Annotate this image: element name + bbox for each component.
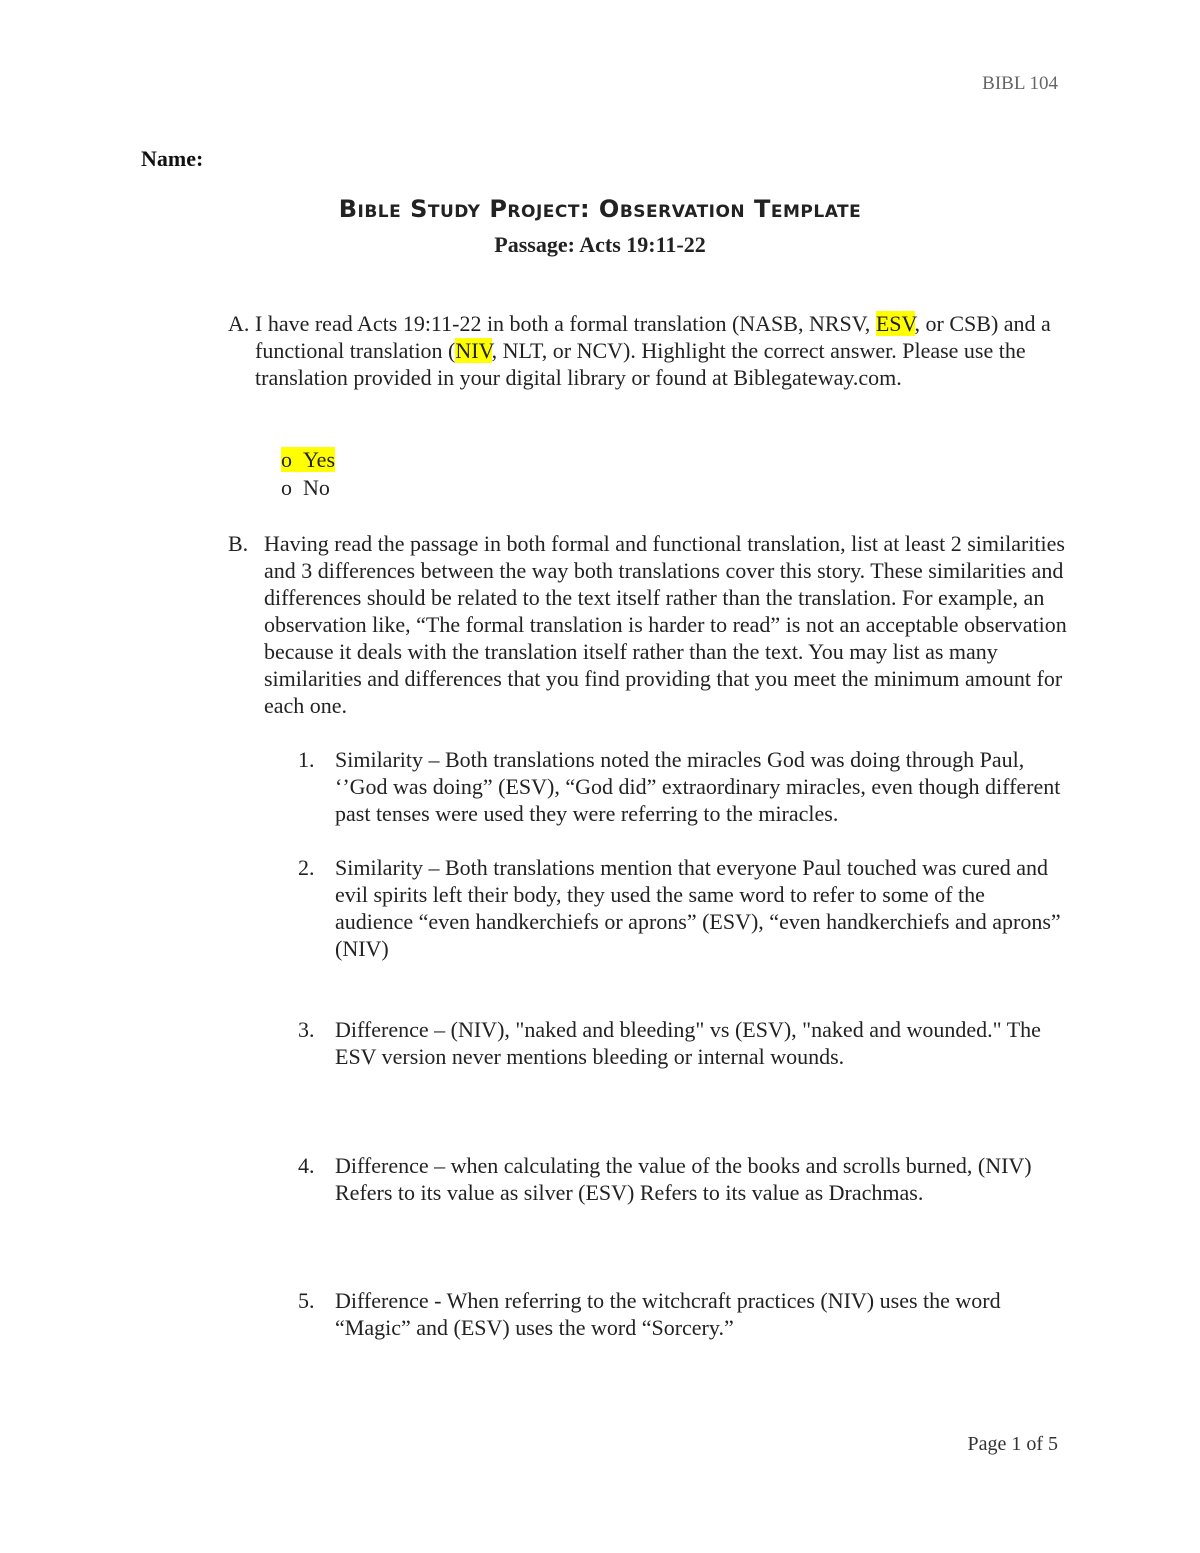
section-a-text bbox=[255, 310, 1068, 391]
section-a bbox=[228, 310, 1068, 391]
list-item-text: Similarity – Both translations mention that everyone Paul touched was cured and evil spirits left their body, they used the same word to refer to some of the audience “even handkerchiefs or aprons” (ESV), “even handkerchiefs and aprons” (NIV) bbox=[335, 855, 1061, 961]
list-item-text: Difference - When referring to the witchcraft practices (NIV) uses the word “Magic” and (ESV) uses the word “Sorcery.” bbox=[335, 1288, 1001, 1340]
esv-highlight: ESV bbox=[875, 311, 915, 336]
name-label: Name: bbox=[141, 146, 204, 171]
niv-highlight: NIV bbox=[455, 338, 492, 363]
section-a-text-2: , or CSB) and a functional translation ( bbox=[255, 311, 1051, 363]
list-item bbox=[298, 1016, 1068, 1070]
list-item-number: 3. bbox=[298, 1017, 315, 1042]
option-bullet: o bbox=[281, 475, 292, 500]
section-a-text-3: , NLT, or NCV). Highlight the correct answer. Please use the translation provided in your digital library or found at Biblegateway.com. bbox=[255, 338, 1026, 390]
list-item bbox=[298, 854, 1068, 962]
option-no[interactable] bbox=[281, 474, 335, 502]
list-item-text: Difference – (NIV), "naked and bleeding" vs (ESV), "naked and wounded." The ESV version never mentions bleeding or internal wounds. bbox=[335, 1017, 1041, 1069]
list-item-number: 1. bbox=[298, 747, 315, 772]
option-yes-highlight bbox=[281, 447, 335, 472]
passage-reference: Passage: Acts 19:11-22 bbox=[494, 232, 706, 257]
list-item bbox=[298, 1287, 1068, 1341]
list-item-text: Difference – when calculating the value of the books and scrolls burned, (NIV) Refers to its value as silver (ESV) Refers to its value as Drachmas. bbox=[335, 1153, 1032, 1205]
list-item bbox=[298, 1152, 1068, 1206]
option-yes-label: Yes bbox=[303, 447, 336, 472]
section-b-marker: B. bbox=[228, 531, 249, 556]
option-bullet: o bbox=[281, 447, 292, 472]
list-item-number: 5. bbox=[298, 1288, 315, 1313]
list-item-number: 2. bbox=[298, 855, 315, 880]
page-number: Page 1 of 5 bbox=[967, 1433, 1058, 1455]
document-title: Bible Study Project: Observation Template bbox=[338, 195, 862, 223]
answer-options bbox=[281, 446, 335, 502]
course-code: BIBL 104 bbox=[982, 73, 1058, 94]
option-yes[interactable] bbox=[281, 446, 335, 474]
list-item-number: 4. bbox=[298, 1153, 315, 1178]
section-b-text: Having read the passage in both formal and functional translation, list at least 2 similarities and 3 differences between the way both translations cover this story. These similarities and differences should be related to the text itself rather than the translation. For example, an observation like, “The formal translation is harder to read” is not an acceptable observation because it deals with the translation itself rather than the text. You may list as many similarities and differences that you find providing that you meet the minimum amount for each one. bbox=[264, 531, 1067, 718]
list-item bbox=[298, 746, 1068, 827]
option-no-label: No bbox=[303, 475, 330, 500]
list-item-text: Similarity – Both translations noted the miracles God was doing through Paul, ‘’God was doing” (ESV), “God did” extraordinary miracles, even though different past tenses were used they were referring to the miracles. bbox=[335, 747, 1061, 826]
section-a-marker: A. bbox=[228, 311, 250, 336]
section-b bbox=[228, 530, 1068, 719]
section-a-text-1: I have read Acts 19:11-22 in both a formal translation (NASB, NRSV, bbox=[255, 311, 876, 336]
